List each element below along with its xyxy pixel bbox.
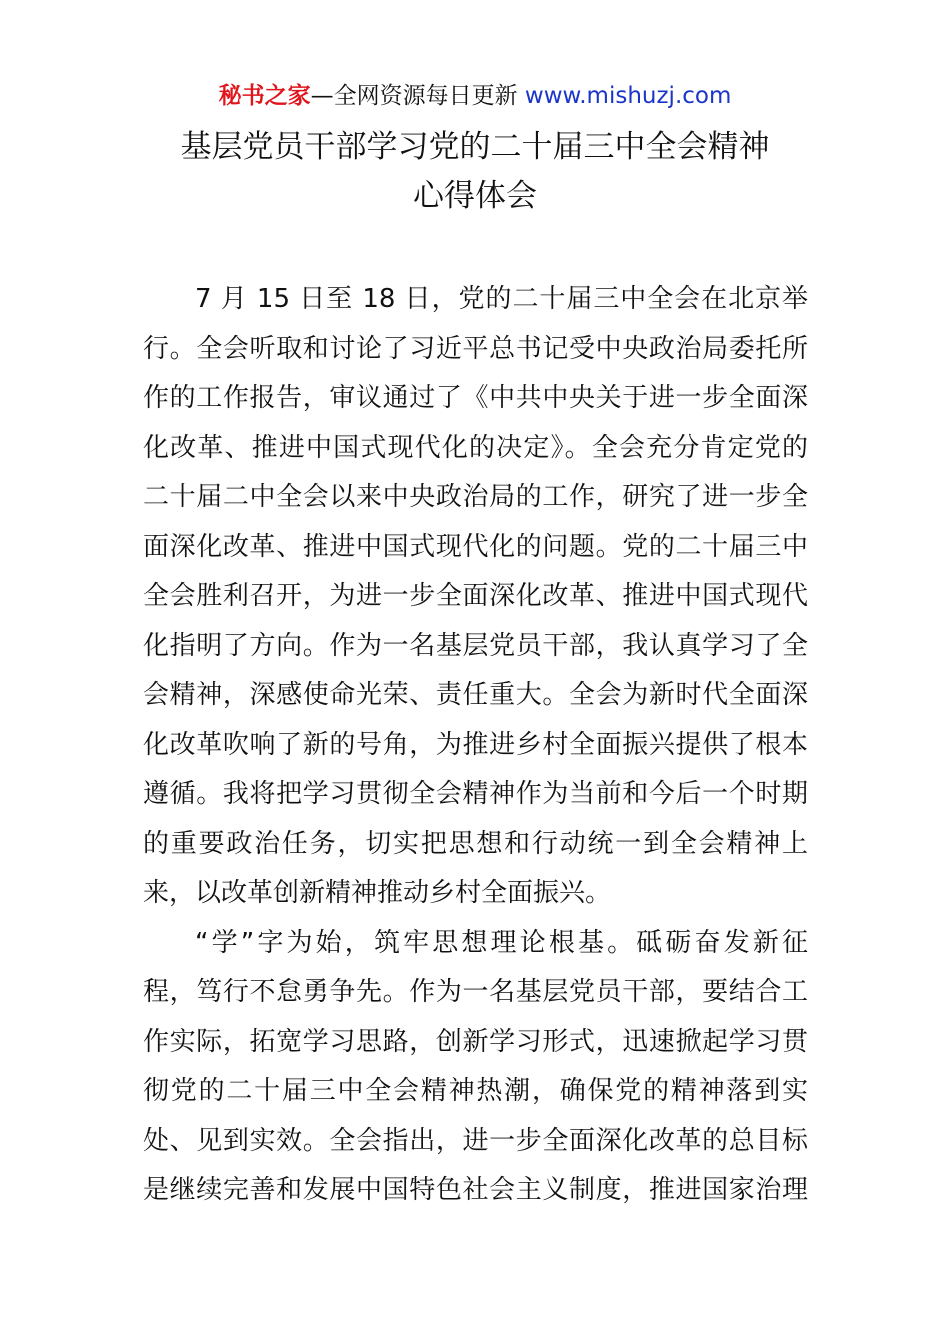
site-brand: 秘书之家 xyxy=(218,83,311,109)
paragraph-line: 行。全会听取和讨论了习近平总书记受中央政治局委托所 xyxy=(143,333,808,364)
paragraph-line: 化改革、推进中国式现代化的决定》。全会充分肯定党的 xyxy=(143,432,808,463)
paragraph-line: 作实际，拓宽学习思路，创新学习形式，迅速掀起学习贯 xyxy=(143,1026,808,1057)
paragraph-2 xyxy=(143,919,808,1216)
document-title-line-2: 心得体会 xyxy=(413,178,537,214)
paragraph-line: “学”字为始，筑牢思想理论根基。砥砺奋发新征 xyxy=(195,927,808,958)
paragraph-line: 会精神，深感使命光荣、责任重大。全会为新时代全面深 xyxy=(143,680,808,710)
document-title-line-1: 基层党员干部学习党的二十届三中全会精神 xyxy=(180,129,770,165)
paragraph-line: 处、见到实效。全会指出，进一步全面深化改革的总目标 xyxy=(143,1125,808,1156)
paragraph-line: 7 月 15 日至 18 日，党的二十届三中全会在北京举 xyxy=(195,284,808,314)
paragraph-line: 化改革吹响了新的号角，为推进乡村全面振兴提供了根本 xyxy=(143,729,808,760)
document-body xyxy=(143,275,808,1216)
site-url-link[interactable]: www.mishuzj.com xyxy=(524,83,732,109)
paragraph-line: 二十届二中全会以来中央政治局的工作，研究了进一步全 xyxy=(143,482,808,512)
paragraph-line: 全会胜利召开，为进一步全面深化改革、推进中国式现代 xyxy=(143,581,808,611)
paragraph-line: 是继续完善和发展中国特色社会主义制度，推进国家治理 xyxy=(143,1175,808,1205)
paragraph-line: 的重要政治任务，切实把思想和行动统一到全会精神上 xyxy=(143,828,808,859)
paragraph-1 xyxy=(143,275,808,919)
paragraph-line: 来，以改革创新精神推动乡村全面振兴。 xyxy=(143,878,612,908)
paragraph-line: 程，笃行不怠勇争先。作为一名基层党员干部，要结合工 xyxy=(143,977,808,1007)
paragraph-line: 化指明了方向。作为一名基层党员干部，我认真学习了全 xyxy=(143,630,808,661)
paragraph-line: 彻党的二十届三中全会精神热潮，确保党的精神落到实 xyxy=(143,1076,808,1106)
site-header xyxy=(0,80,950,112)
site-tagline: —全网资源每日更新 xyxy=(310,83,525,109)
paragraph-line: 作的工作报告，审议通过了《中共中央关于进一步全面深 xyxy=(143,383,808,413)
paragraph-line: 面深化改革、推进中国式现代化的问题。党的二十届三中 xyxy=(143,531,808,562)
paragraph-line: 遵循。我将把学习贯彻全会精神作为当前和今后一个时期 xyxy=(143,779,808,809)
